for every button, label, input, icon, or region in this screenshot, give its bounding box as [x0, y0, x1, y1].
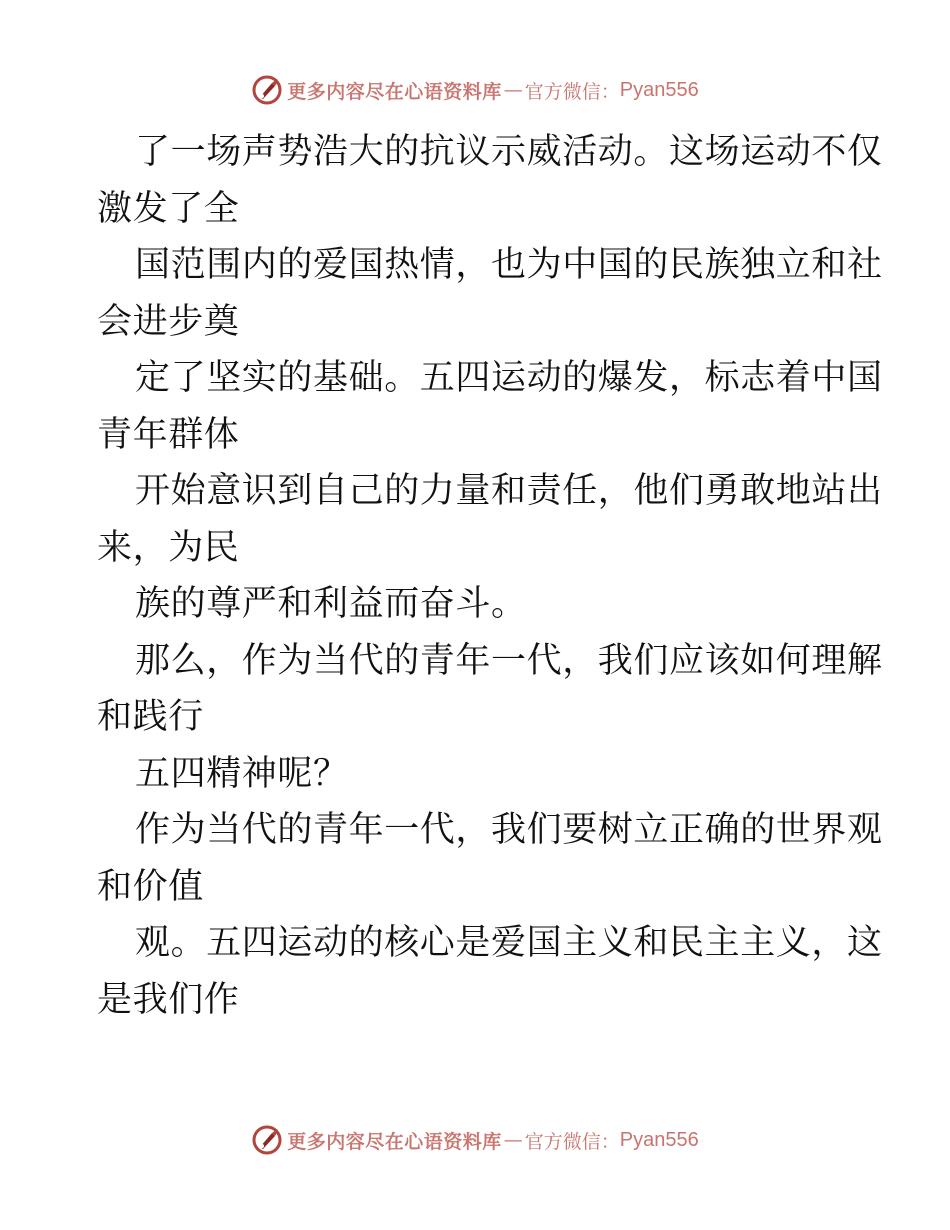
body-line: 和价值	[97, 866, 204, 907]
footer-banner	[0, 1120, 950, 1160]
wechat-id: Pyan556	[619, 1128, 699, 1151]
wechat-label: 官方微信：	[524, 1130, 620, 1153]
ad-separator: —	[503, 79, 523, 101]
quill-pen-logo-icon	[251, 74, 283, 106]
body-line: 开始意识到自己的力量和责任，他们勇敢地站出	[135, 471, 883, 511]
body-line: 定了坚实的基础。五四运动的爆发，标志着中国	[135, 358, 883, 398]
wechat-id: Pyan556	[619, 78, 699, 101]
body-line: 和践行	[97, 697, 204, 737]
ad-separator: —	[503, 1129, 523, 1151]
body-line: 是我们作	[97, 979, 240, 1020]
body-line: 激发了全	[97, 188, 240, 229]
body-line: 青年群体	[97, 414, 240, 455]
body-line: 会进步奠	[97, 301, 240, 342]
ad-text: 更多内容尽在心语资料库	[287, 80, 502, 103]
body-line: 那么，作为当代的青年一代，我们应该如何理解	[135, 640, 883, 681]
wechat-label: 官方微信：	[524, 80, 620, 103]
body-line: 作为当代的青年一代，我们要树立正确的世界观	[135, 810, 883, 850]
body-line: 来，为民	[97, 527, 240, 568]
body-line: 国范围内的爱国热情，也为中国的民族独立和社	[135, 245, 883, 285]
header-banner	[0, 70, 950, 110]
body-line: 五四精神呢？	[135, 753, 349, 794]
body-line: 了一场声势浩大的抗议示威活动。这场运动不仅	[135, 132, 883, 172]
body-line: 族的尊严和利益而奋斗。	[135, 584, 527, 624]
ad-text: 更多内容尽在心语资料库	[287, 1130, 502, 1153]
quill-pen-logo-icon	[251, 1124, 283, 1156]
body-line: 观。五四运动的核心是爱国主义和民主主义，这	[135, 923, 883, 963]
document-body	[97, 124, 883, 1028]
